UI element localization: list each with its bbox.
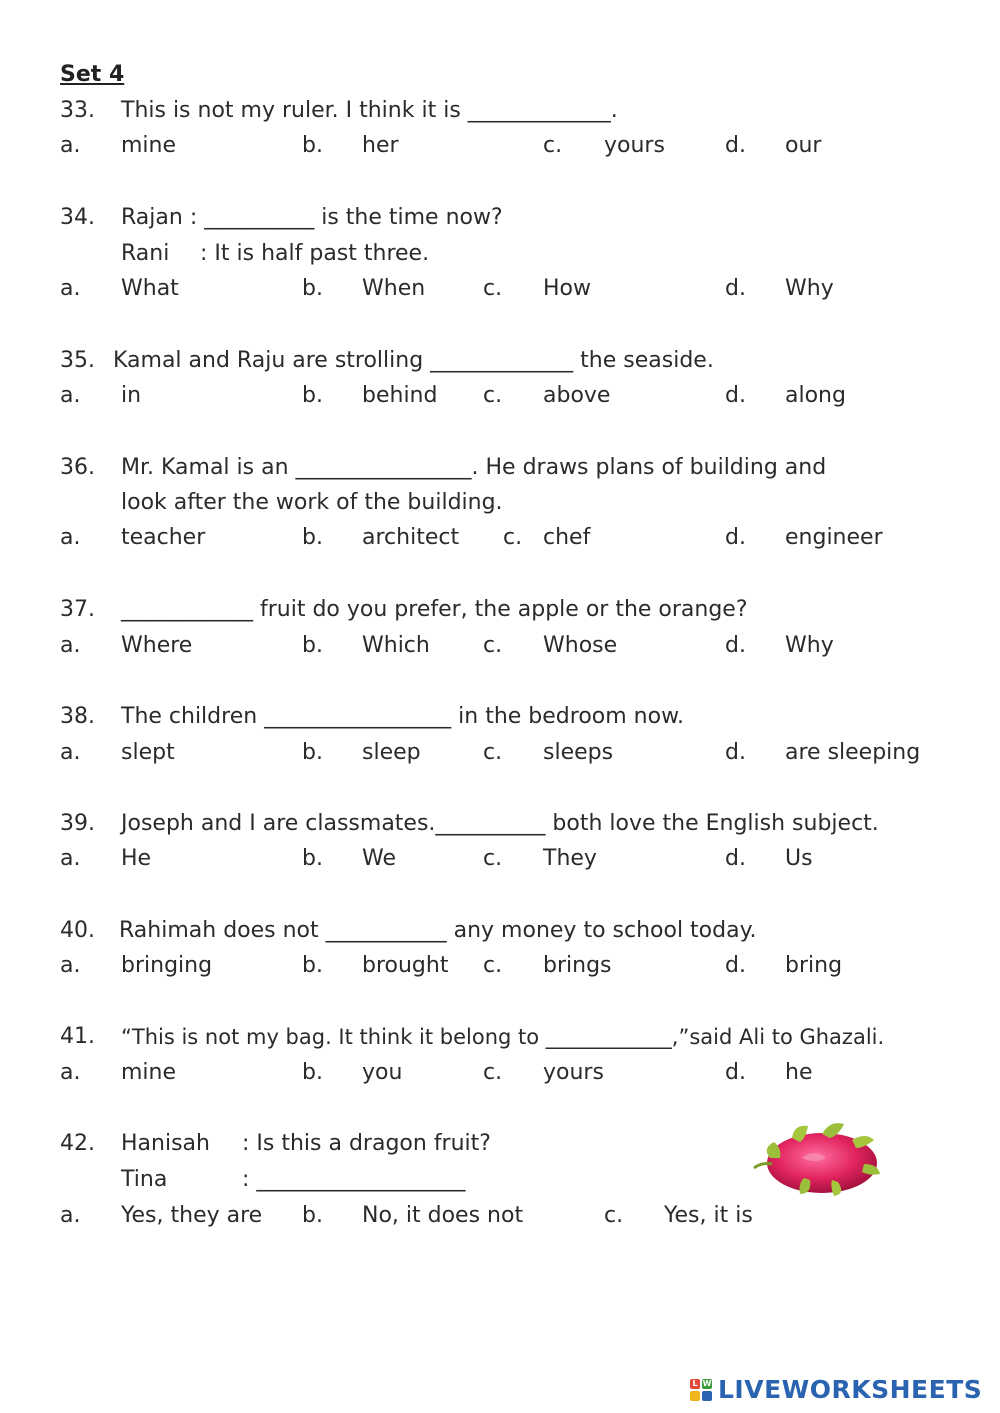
option-text: yours: [604, 133, 665, 158]
option-text: He: [121, 846, 152, 871]
question-number: 34.: [60, 205, 95, 230]
question-text: “This is not my bag. It think it belong to ____________,”said Ali to Ghazali.: [121, 1025, 885, 1049]
option-letter: c.: [604, 1203, 624, 1228]
option-text: Yes, it is: [664, 1203, 753, 1228]
option-text: architect: [362, 525, 460, 550]
logo-badge-block: [702, 1391, 712, 1401]
option-letter: b.: [302, 1203, 323, 1228]
question-text: The children _________________ in the bedroom now.: [121, 704, 685, 729]
question-number: 33.: [60, 98, 95, 123]
option-text: you: [362, 1060, 403, 1085]
option-text: brought: [362, 953, 449, 978]
set-title: Set 4: [60, 62, 125, 87]
option-letter: d.: [725, 276, 746, 301]
option-text: mine: [121, 1060, 177, 1085]
option-letter: b.: [302, 633, 323, 658]
option-letter: a.: [60, 740, 81, 765]
question-number: 38.: [60, 704, 95, 729]
option-letter: a.: [60, 1203, 81, 1228]
option-letter: a.: [60, 525, 81, 550]
option-letter: d.: [725, 133, 746, 158]
option-text: are sleeping: [785, 740, 921, 765]
question-text: Kamal and Raju are strolling _____________ the seaside.: [113, 348, 714, 373]
option-text: What: [121, 276, 179, 301]
question-text: Joseph and I are classmates.__________ both love the English subject.: [121, 811, 879, 836]
option-letter: c.: [483, 846, 503, 871]
question-text-continued: look after the work of the building.: [121, 490, 503, 515]
speaker-name: Tina: [121, 1167, 168, 1192]
question-number: 37.: [60, 597, 95, 622]
logo-text: LIVEWORKSHEETS: [718, 1375, 983, 1404]
option-text: our: [785, 133, 822, 158]
option-letter: d.: [725, 953, 746, 978]
option-text: Us: [785, 846, 813, 871]
question-text: Rahimah does not ___________ any money to school today.: [119, 918, 757, 943]
option-letter: c.: [483, 633, 503, 658]
question-text: This is not my ruler. I think it is _____________.: [121, 98, 618, 123]
option-letter: b.: [302, 1060, 323, 1085]
option-letter: c.: [483, 953, 503, 978]
option-letter: a.: [60, 133, 81, 158]
option-text: her: [362, 133, 399, 158]
option-letter: a.: [60, 633, 81, 658]
option-text: Why: [785, 276, 834, 301]
option-letter: b.: [302, 276, 323, 301]
speaker-name: Hanisah: [121, 1131, 210, 1156]
question-number: 36.: [60, 455, 95, 480]
option-letter: c.: [483, 1060, 503, 1085]
option-text: in: [121, 383, 142, 408]
option-text: yours: [543, 1060, 604, 1085]
logo-badge-letter: L: [690, 1379, 700, 1389]
option-letter: c.: [543, 133, 563, 158]
option-text: bring: [785, 953, 843, 978]
option-letter: a.: [60, 1060, 81, 1085]
option-text: he: [785, 1060, 813, 1085]
option-letter: c.: [483, 740, 503, 765]
question-number: 40.: [60, 918, 95, 943]
option-letter: c.: [483, 383, 503, 408]
speaker-line: : It is half past three.: [200, 241, 430, 266]
question-number: 42.: [60, 1131, 95, 1156]
option-text: along: [785, 383, 846, 408]
logo-badge-block: [690, 1391, 700, 1401]
option-letter: a.: [60, 383, 81, 408]
option-letter: c.: [483, 276, 503, 301]
option-text: sleeps: [543, 740, 614, 765]
option-text: teacher: [121, 525, 206, 550]
speaker-line: : Is this a dragon fruit?: [242, 1131, 491, 1156]
option-text: bringing: [121, 953, 213, 978]
question-text: Rajan : __________ is the time now?: [121, 205, 503, 230]
option-letter: d.: [725, 1060, 746, 1085]
option-letter: d.: [725, 383, 746, 408]
option-text: sleep: [362, 740, 421, 765]
logo-badge-letter: W: [702, 1379, 712, 1388]
option-text: They: [543, 846, 597, 871]
option-text: mine: [121, 133, 177, 158]
option-text: When: [362, 276, 426, 301]
option-text: Whose: [543, 633, 618, 658]
option-letter: a.: [60, 846, 81, 871]
option-letter: d.: [725, 633, 746, 658]
option-letter: d.: [725, 525, 746, 550]
speaker-line: : ___________________: [242, 1167, 466, 1192]
speaker-name: Rani: [121, 241, 170, 266]
option-text: chef: [543, 525, 591, 550]
option-text: We: [362, 846, 396, 871]
option-letter: b.: [302, 525, 323, 550]
question-text: Mr. Kamal is an ________________. He draws plans of building and: [121, 455, 827, 480]
option-letter: b.: [302, 953, 323, 978]
option-text: Yes, they are: [121, 1203, 263, 1228]
option-letter: d.: [725, 740, 746, 765]
option-text: How: [543, 276, 591, 301]
option-text: brings: [543, 953, 612, 978]
option-text: slept: [121, 740, 175, 765]
option-text: Where: [121, 633, 193, 658]
dragon-fruit-image: [752, 1118, 884, 1198]
option-letter: b.: [302, 133, 323, 158]
option-letter: a.: [60, 276, 81, 301]
question-number: 41.: [60, 1024, 95, 1049]
option-text: Why: [785, 633, 834, 658]
option-text: behind: [362, 383, 438, 408]
question-number: 39.: [60, 811, 95, 836]
option-letter: c.: [503, 525, 523, 550]
option-text: above: [543, 383, 611, 408]
option-text: No, it does not: [362, 1203, 524, 1228]
option-letter: d.: [725, 846, 746, 871]
option-text: engineer: [785, 525, 883, 550]
question-number: 35.: [60, 348, 95, 373]
liveworksheets-logo: [690, 1373, 990, 1407]
option-text: Which: [362, 633, 430, 658]
option-letter: b.: [302, 383, 323, 408]
option-letter: b.: [302, 740, 323, 765]
option-letter: a.: [60, 953, 81, 978]
question-text: ____________ fruit do you prefer, the apple or the orange?: [121, 597, 748, 622]
option-letter: b.: [302, 846, 323, 871]
